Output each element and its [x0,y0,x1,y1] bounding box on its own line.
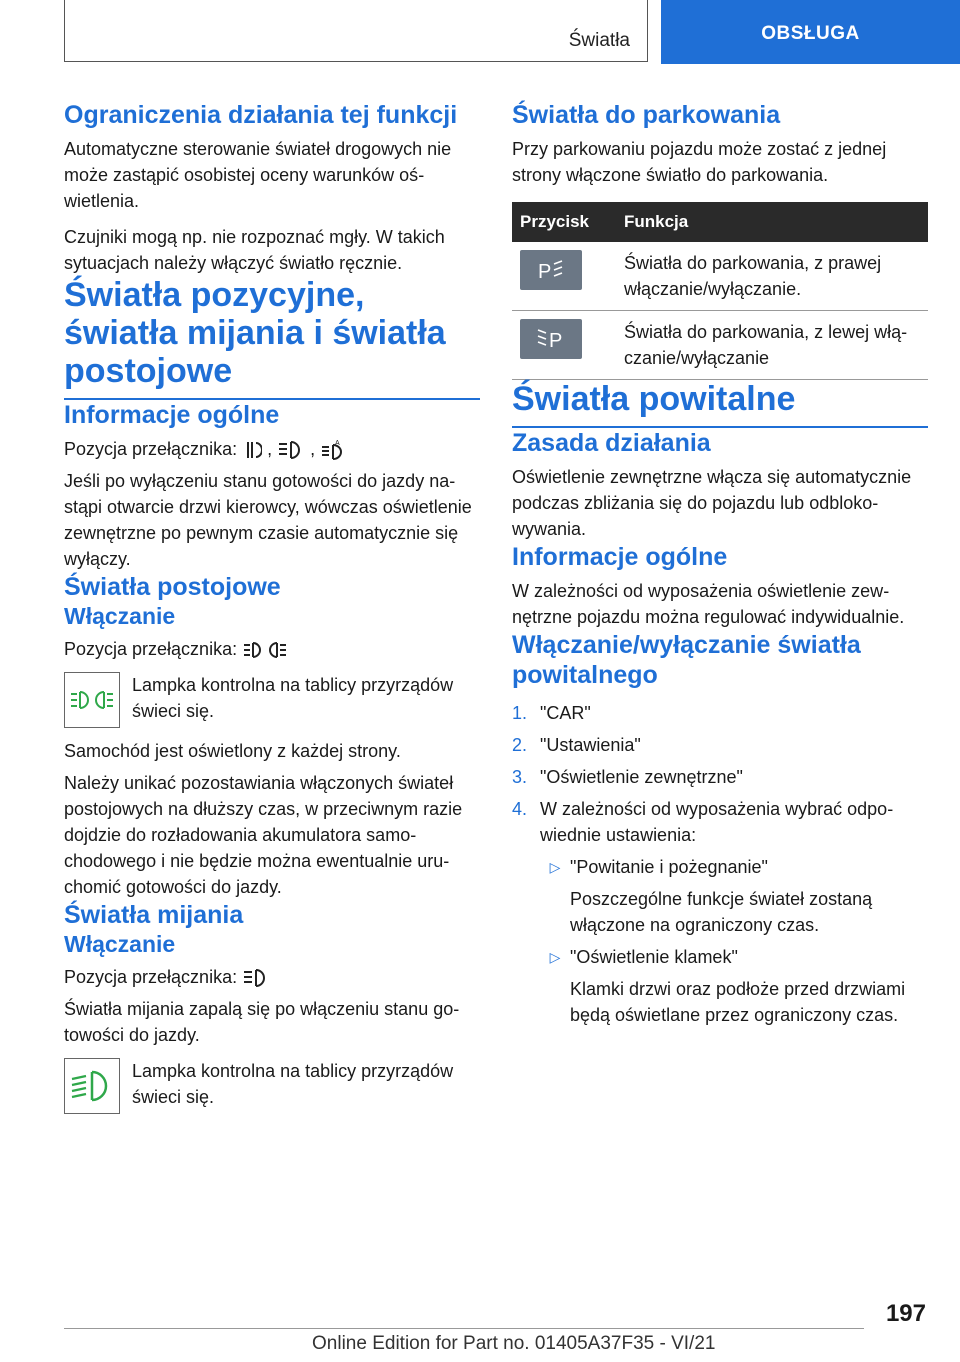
switch-off-icon [242,439,262,461]
auto-light-icon [320,439,348,461]
page-number: 197 [885,1300,926,1327]
paragraph-general-info-right: W zależności od wyposażenia oświetlenie zewnętrzne pojazdu można regulować indywidualnie. [512,581,905,627]
heading-low-beam: Światła mijania [64,901,244,929]
footer-divider [64,1328,864,1329]
sub-item-desc: Poszczególne funkcje świateł zostaną włączone na ograniczony czas. [570,889,873,935]
switch-position-label-3: Pozycja przełącznika: [64,967,238,987]
indicator-low-beam [64,1058,480,1114]
paragraph-principle: Oświetlenie zewnętrzne włącza się automatycznie podczas zbliżania się do pojazdu lub odblokowywania. [512,467,912,539]
list-item [512,732,928,758]
footer-edition: Online Edition for Part no. 01405A37F35 - VI/21 [312,1333,716,1354]
header-section-title: Światła [568,30,630,51]
heading-welcome-lights: Światła powitalne [512,380,928,428]
heading-general-info-right: Informacje ogólne [512,543,728,571]
table-cell-function: Światła do parkowania, z prawej włączanie/wyłączanie. [616,242,928,311]
step-text: W zależności od wyposażenia wybrać odpowiednie ustawienia: [540,799,894,845]
heading-limits: Ograniczenia działania tej funkcji [64,101,458,129]
parking-light-table [512,202,928,380]
switch-positions-label: Pozycja przełącznika: [64,439,238,459]
heading-parking-light: Światła do parkowania [512,101,781,129]
subheading-switch-on-2: Włączanie [64,931,176,957]
switch-position-low-line [64,964,480,990]
list-item [512,700,928,726]
switch-position-label-2: Pozycja przełącznika: [64,639,238,659]
header-chapter-tab: OBSŁUGA [661,0,960,64]
low-beam-icon [277,439,305,461]
paragraph-low-beam: Światła mijania zapalą się po włączeniu stanu gotowości do jazdy. [64,999,460,1045]
table-cell-function: Światła do parkowania, z lewej włączanie/wyłączanie [616,311,928,380]
step-text: "Oświetlenie zewnętrzne" [540,767,743,787]
step-number: 4. [512,799,528,819]
list-item [512,764,928,790]
paragraph-park-2: Należy unikać pozostawiania włączonych świateł postojowych na dłuższy czas, w przeciwnym razie dojdzie do rozładowania akumulatora samochodowego i nie będzie można ewentualnie uruchomić gotowości do jazdy. [64,773,463,897]
sub-item [540,944,928,1028]
sub-item-title: "Oświetlenie klamek" [570,947,738,967]
triangle-bullet-icon: ▷ [549,949,561,965]
table-cell-button [512,242,616,311]
triangle-bullet-icon: ▷ [549,859,561,875]
step-number: 2. [512,735,528,755]
table-row [512,311,928,380]
sub-item-title: "Powitanie i pożegnanie" [570,857,768,877]
low-beam-icon-2 [242,967,270,989]
subheading-switch-on-1: Włączanie [64,603,176,629]
paragraph-limits-1: Automatyczne sterowanie świateł drogowych nie może zastąpić osobistej oceny warunków oświetlenia. [64,139,452,211]
step-text: "Ustawienia" [540,735,641,755]
heading-toggle-welcome: Włączanie/wyłączanie światła powitalnego [512,631,861,689]
svg-text:P: P [549,330,563,351]
parking-indicator-icon [64,672,120,728]
switch-positions-line: Pozycja przełącznika: , , A [64,436,480,462]
sub-item [540,854,928,938]
parking-light-left-icon [520,319,582,359]
indicator-parking-lights [64,672,480,728]
step-number: 3. [512,767,528,787]
paragraph-limits-2: Czujniki mogą np. nie rozpoznać mgły. W takich sytuacjach należy włączyć światło ręcznie. [64,227,445,273]
lamp-text-1: Lampka kontrolna na tablicy przyrządów świeci się. [132,675,454,721]
step-number: 1. [512,703,528,723]
heading-principle: Zasada działania [512,429,711,457]
side-lights-icon [242,639,288,661]
heading-main-lights: Światła pozycyjne, światła mijania i światła postojowe [64,276,480,400]
header-frame [64,0,648,62]
low-beam-indicator-icon [64,1058,120,1114]
table-header-button: Przycisk [512,202,616,242]
steps-list [512,700,928,1028]
paragraph-parking: Przy parkowaniu pojazdu może zostać z jednej strony włączone światło do parkowania. [512,139,887,185]
table-row [512,242,928,311]
heading-parking-lights: Światła postojowe [64,573,281,601]
paragraph-general-info: Jeśli po wyłączeniu stanu gotowości do jazdy nastąpi otwarcie drzwi kierowcy, wówczas oświetlenie zewnętrzne po pewnym czasie automatycznie się wyłączy. [64,471,472,569]
parking-light-right-icon [520,250,582,290]
table-cell-button [512,311,616,380]
step-text: "CAR" [540,703,591,723]
heading-general-info: Informacje ogólne [64,401,280,429]
svg-text:P: P [538,261,552,282]
list-item [512,796,928,1028]
right-column [512,100,928,1034]
sub-item-desc: Klamki drzwi oraz podłoże przed drzwiami będą oświetlane przez ograniczony czas. [570,979,906,1025]
left-column [64,100,480,1114]
lamp-text-2: Lampka kontrolna na tablicy przyrządów świeci się. [132,1061,454,1107]
svg-text:A: A [335,440,340,448]
paragraph-park-1: Samochód jest oświetlony z każdej strony. [64,741,401,761]
table-header-function: Funkcja [616,202,928,242]
switch-position-park-line [64,636,480,662]
